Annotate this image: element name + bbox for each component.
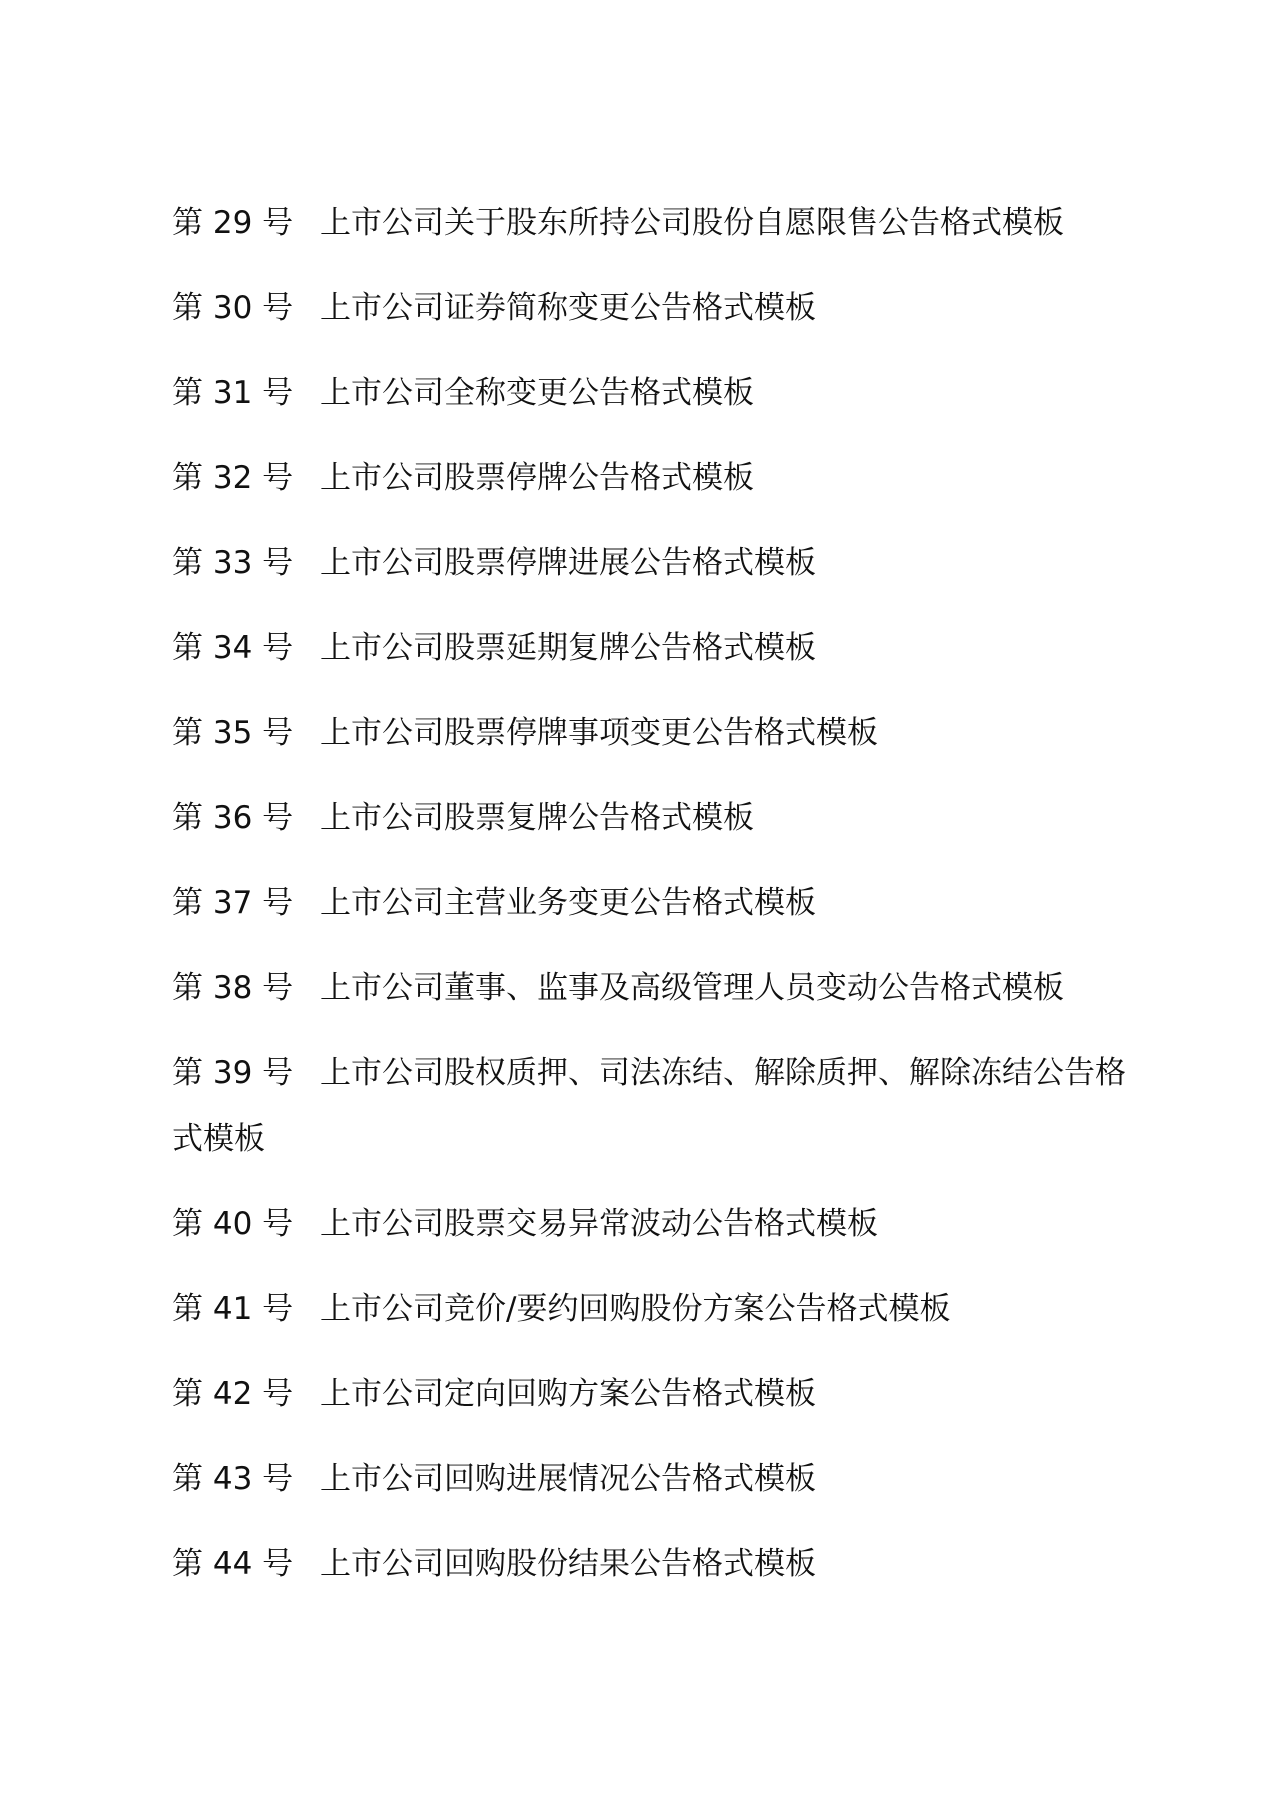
list-item xyxy=(172,1191,1132,1257)
entry-title: 上市公司股票延期复牌公告格式模板 xyxy=(320,630,816,666)
list-item xyxy=(172,445,1132,511)
entry-number: 第 33 号 xyxy=(172,545,294,581)
list-item xyxy=(172,360,1132,426)
list-item xyxy=(172,700,1132,766)
entry-number: 第 37 号 xyxy=(172,885,294,921)
entry-number: 第 29 号 xyxy=(172,205,294,241)
entry-number: 第 30 号 xyxy=(172,290,294,326)
entry-title: 上市公司证券简称变更公告格式模板 xyxy=(320,290,816,326)
entry-number: 第 43 号 xyxy=(172,1461,294,1497)
entry-title: 上市公司股票复牌公告格式模板 xyxy=(320,800,754,836)
list-item xyxy=(172,530,1132,596)
entry-title: 上市公司股票停牌事项变更公告格式模板 xyxy=(320,715,878,751)
list-item xyxy=(172,785,1132,851)
list-item xyxy=(172,1040,1132,1172)
list-item xyxy=(172,1361,1132,1427)
entry-title: 上市公司股票停牌进展公告格式模板 xyxy=(320,545,816,581)
entry-title: 上市公司回购股份结果公告格式模板 xyxy=(320,1546,816,1582)
entry-number: 第 42 号 xyxy=(172,1376,294,1412)
entry-title: 上市公司股票停牌公告格式模板 xyxy=(320,460,754,496)
entry-title: 上市公司股票交易异常波动公告格式模板 xyxy=(320,1206,878,1242)
list-item xyxy=(172,870,1132,936)
entry-title: 上市公司主营业务变更公告格式模板 xyxy=(320,885,816,921)
entry-number: 第 41 号 xyxy=(172,1291,294,1327)
entry-number: 第 44 号 xyxy=(172,1546,294,1582)
list-item xyxy=(172,615,1132,681)
list-item xyxy=(172,955,1132,1021)
entry-title: 上市公司全称变更公告格式模板 xyxy=(320,375,754,411)
list-item xyxy=(172,275,1132,341)
entry-number: 第 34 号 xyxy=(172,630,294,666)
entry-title: 上市公司董事、监事及高级管理人员变动公告格式模板 xyxy=(320,970,1064,1006)
entry-title: 上市公司定向回购方案公告格式模板 xyxy=(320,1376,816,1412)
entry-number: 第 35 号 xyxy=(172,715,294,751)
entry-number: 第 36 号 xyxy=(172,800,294,836)
entry-number: 第 38 号 xyxy=(172,970,294,1006)
entry-number: 第 39 号 xyxy=(172,1055,294,1091)
list-item xyxy=(172,1446,1132,1512)
entry-number: 第 31 号 xyxy=(172,375,294,411)
entry-number: 第 32 号 xyxy=(172,460,294,496)
entry-title: 上市公司关于股东所持公司股份自愿限售公告格式模板 xyxy=(320,205,1064,241)
template-list xyxy=(172,190,1132,1616)
entry-number: 第 40 号 xyxy=(172,1206,294,1242)
list-item xyxy=(172,190,1132,256)
entry-title: 上市公司回购进展情况公告格式模板 xyxy=(320,1461,816,1497)
list-item xyxy=(172,1531,1132,1597)
entry-title: 上市公司股权质押、司法冻结、解除质押、解除冻结公告格式模板 xyxy=(172,1055,1126,1157)
entry-title: 上市公司竞价/要约回购股份方案公告格式模板 xyxy=(320,1291,951,1327)
list-item xyxy=(172,1276,1132,1342)
